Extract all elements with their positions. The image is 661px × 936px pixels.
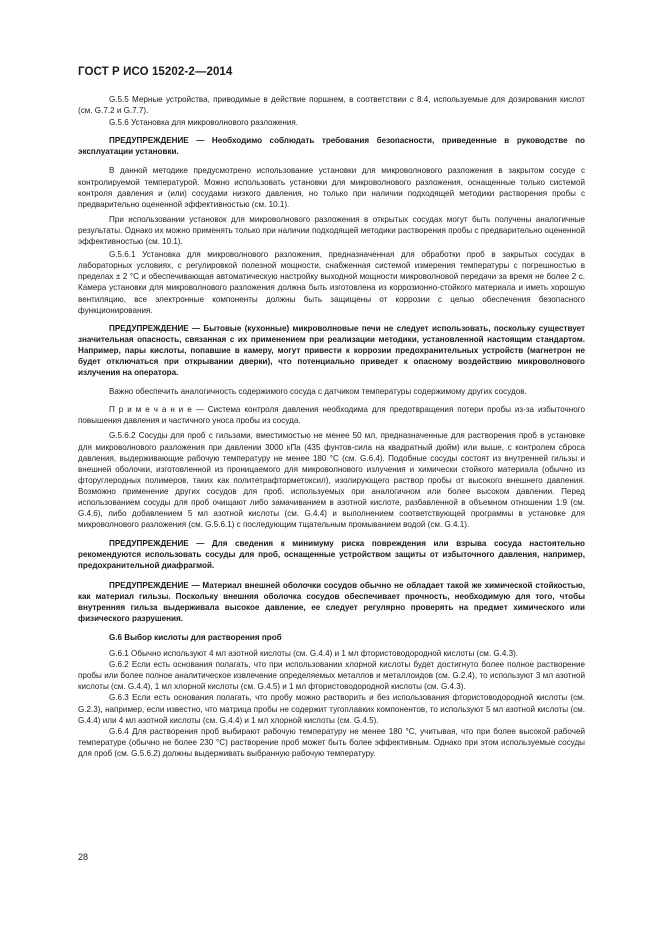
warning-vessel-explosion: ПРЕДУПРЕЖДЕНИЕ — Для сведения к минимуму риска повреждения или взрыва сосуда настоятельно рекомендуются использовать сосуды для проб, оснащенные устройством защиты от избыточного давления, например, предохранительной диафрагмой. [78, 539, 585, 571]
para-closed-vessel: В данной методике предусмотрено использование установки для микроволнового разложения в закрытом сосуде с контролируемой температурой. Можно использовать установки для микроволнового разложения, оснащенные только системой контроля давления и (или) сосудами низкого давления, но только при наличии подходящей методики растворения пробы с предварительно оцененной эффективностью (см. 10.1). [78, 166, 585, 209]
para-g-5-6: G.5.6 Установка для микроволнового разложения. [109, 118, 299, 128]
para-g-5-5: G.5.5 Мерные устройства, приводимые в действие поршнем, в соответствии с 8.4, используемые для дозирования кислот (см. G.7.2 и G.7.7). [78, 95, 585, 116]
para-g-6-1: G.6.1 Обычно используют 4 мл азотной кислоты (см. G.4.4) и 1 мл фтористоводородной кислоты (см. G.4.3). [109, 649, 519, 659]
para-g-6-4: G.6.4 Для растворения проб выбирают рабочую температуру не менее 180 °С, учитывая, что при более высокой рабочей температуре (обычно не более 230 °С) растворение проб может быть более эффективным. Однако при этом используемые сосуды для проб (см. G.5.6.2) должны выдерживать выбранную рабочую температуру. [78, 726, 585, 758]
para-g-6-3: G.6.3 Если есть основания полагать, что пробу можно растворить и без использования фтористоводородной кислоты (см. G.2.3), например, если известно, что матрица пробы не содержит тугоплавких компонентов, то используют 5 мл азотной кислоты (см. G.4.4) или 4 мл азотной кислоты (см. G.4.4) и 1 мл хлорной кислоты (см. G.4.5). [78, 693, 585, 725]
para-open-vessel: При использовании установок для микроволнового разложения в открытых сосудах могут быть получены аналогичные результаты. Однако их можно применять только при наличии подходящей методики растворения пробы с предварительно оцененной эффективностью (см. 10.1). [78, 214, 585, 247]
note-pressure-control: П р и м е ч а н и е — Система контроля давления необходима для предотвращения потери пробы из-за избыточного повышения давления и частичного уноса пробы из сосуда. [78, 405, 585, 426]
page-number: 28 [78, 852, 89, 862]
warning-kitchen-microwave: ПРЕДУПРЕЖДЕНИЕ — Бытовые (кухонные) микроволновые печи не следует использовать, поскольку существует значительная опасность, связанная с их применением при реализации методики, установленной настоящим стандартом. Например, пары кислоты, попавшие в камеру, могут привести к коррозии предохранительных устройств (магнетрон не будет отключаться при открывании дверки), что потенциально приведет к опасному воздействию микроволнового излучения на оператора. [78, 323, 585, 378]
para-g-6-2: G.6.2 Если есть основания полагать, что при использовании хлорной кислоты будет достигнуто более полное растворение пробы или более полное аналитическое извлечение определяемых металлов и металлоидов (см. G.2.4), то используют 3 мл азотной кислоты (см. G.4.4), 1 мл хлорной кислоты (см. G.4.5) и 1 мл фтористоводородной кислоты (см. G.4.3). [78, 660, 585, 692]
warning-outer-shell: ПРЕДУПРЕЖДЕНИЕ — Материал внешней оболочки сосудов обычно не обладает такой же химической стойкостью, как материал гильзы. Поскольку внешняя оболочка сосудов обеспечивает прочность, необходимую для того, чтобы внутренняя гильза выдерживала высокое давление, ее следует регулярно проверять на предмет химического или физического разрушения. [78, 580, 585, 623]
page-body [78, 94, 585, 759]
para-g-5-6-2: G.5.6.2 Сосуды для проб с гильзами, вместимостью не менее 50 мл, предназначенные для растворения проб в установке для микроволнового разложения при давлении 3000 кПа (435 фунтов-сила на квадратный дюйм) или выше, с контролем сброса давления, выдерживающие рабочую температуру не менее 180 °С (см. G.6.4). Подобные сосуды состоят из внутренней гильзы и внешней оболочки, изготовленной из проницаемого для микроволнового излучения и химически стойкого материала (обычно из фторуглеродных полимеров, таких как политетрафторметоксил), изолирующего раствор пробы от высокого внешнего давления. Возможно применение других сосудов для проб, используемых при аналогичном или более высоком давлении. Перед использованием сосуды для проб очищают либо замачиванием в азотной кислоте, разбавленной в объемном отношении 1:9 (см. G.4.6), либо добавлением 5 мл азотной кислоты (см. G.4.4) и выполнением соответствующей программы в установке для микроволнового разложения (см. G.5.6.1) с последующим тщательным промыванием водой (см. G.4.1). [78, 431, 585, 530]
para-g-5-6-1: G.5.6.1 Установка для микроволнового разложения, предназначенная для обработки проб в закрытых сосудах в лабораторных условиях, с регулировкой полезной мощности, снабженная системой измерения температуры с погрешностью в пределах ± 2 °С и обеспечивающая автоматическую настройку выходной мощности микроволновой передачи за время не более 2 с. Камера установки для микроволнового разложения должна быть изготовлена из коррозионно-стойкого материала и иметь хорошую вентиляцию, все электронные компоненты должны быть защищены от коррозии с целью обеспечения безопасного функционирования. [78, 250, 585, 315]
warning-safety-manual: ПРЕДУПРЕЖДЕНИЕ — Необходимо соблюдать требования безопасности, приведенные в руководстве по эксплуатации установки. [78, 136, 585, 157]
para-temperature-sensor: Важно обеспечить аналогичность содержимого сосуда с датчиком температуры содержимому других сосудов. [109, 387, 527, 397]
document-header: ГОСТ Р ИСО 15202-2—2014 [78, 66, 233, 78]
section-heading-g-6: G.6 Выбор кислоты для растворения проб [109, 632, 282, 642]
